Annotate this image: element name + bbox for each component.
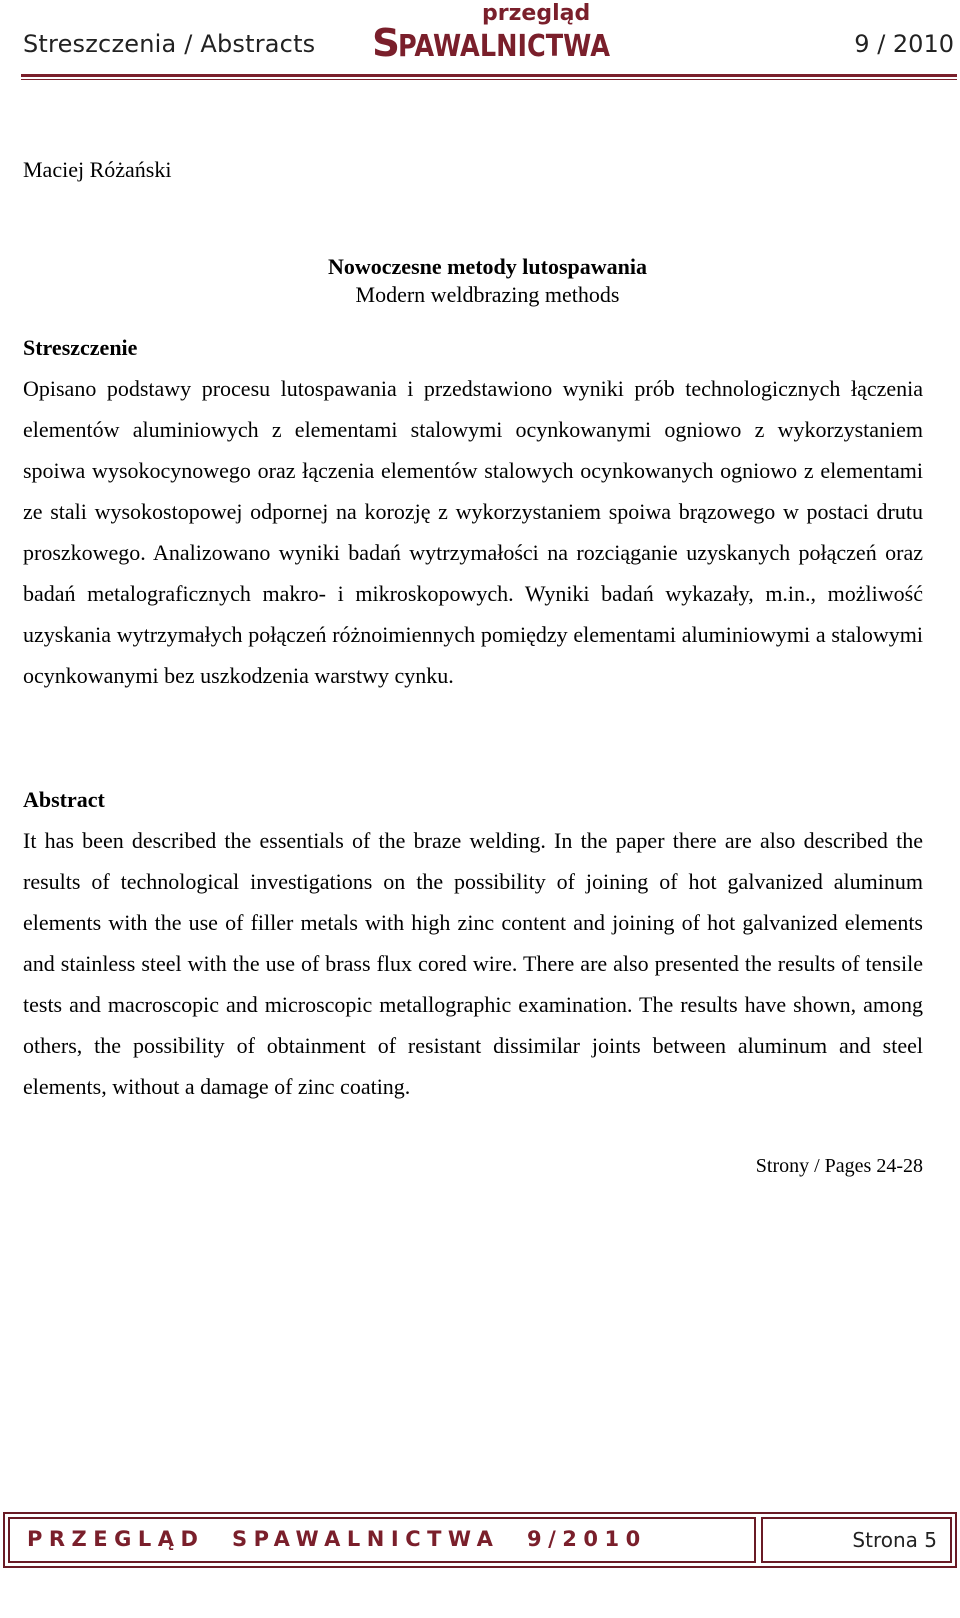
page-range: Strony / Pages 24-28 — [755, 1155, 923, 1177]
footer-page-number: Strona 5 — [852, 1528, 937, 1552]
streszczenie-heading: Streszczenie — [23, 335, 138, 360]
svg-text:S: S — [372, 21, 400, 65]
page-header — [21, 0, 957, 82]
footer-journal-box — [8, 1517, 756, 1563]
svg-text:przegląd: przegląd — [482, 1, 591, 26]
header-divider — [21, 74, 957, 77]
footer-page-box — [761, 1517, 952, 1563]
article-titles — [0, 253, 960, 309]
issue-number: 9 / 2010 — [854, 30, 954, 58]
svg-text:PAWALNICTWA: PAWALNICTWA — [398, 29, 611, 64]
przeglad-spawalnictwa-logo — [372, 0, 622, 66]
streszczenie-text: Opisano podstawy procesu lutospawania i przedstawiono wyniki prób technologicznych łączenia elementów aluminiowych z elementami stalowymi ocynkowanymi ogniowo z wykorzystaniem spoiwa wysokocynowego oraz łączenia elementów stalowych ocynkowanych ogniowo z elementami ze stali wysokostopowej odpornej na korozję z wykorzystaniem spoiwa brązowego w postaci drutu proszkowego. Analizowano wyniki badań wytrzymałości na rozciąganie uzyskanych połączeń oraz badań metalograficznych makro- i mikroskopowych. Wyniki badań wykazały, m.in., możliwość uzyskania wytrzymałych połączeń różnoimiennych pomiędzy elementami aluminiowymi a stalowymi ocynkowanymi bez uszkodzenia warstwy cynku. — [23, 376, 923, 688]
section-label: Streszczenia / Abstracts — [23, 30, 316, 58]
abstract-text: It has been described the essentials of the braze welding. In the paper there are also described the results of technological investigations on the possibility of joining of hot galvanized aluminum elements with the use of filler metals with high zinc content and joining of hot galvanized elements and stainless steel with the use of brass flux cored wire. There are also presented the results of tensile tests and macroscopic and microscopic metallographic examination. The results have shown, among others, the possibility of obtainment of resistant dissimilar joints between aluminum and steel elements, without a damage of zinc coating. — [23, 828, 923, 1099]
page-footer — [3, 1512, 957, 1568]
abstract-heading: Abstract — [23, 787, 105, 812]
author-name: Maciej Różański — [23, 157, 172, 182]
title-english: Modern weldbrazing methods — [355, 282, 620, 307]
header-divider-thin — [21, 79, 957, 80]
title-polish: Nowoczesne metody lutospawania — [328, 254, 647, 279]
footer-journal-title: PRZEGLĄD SPAWALNICTWA 9/2010 — [27, 1527, 647, 1551]
